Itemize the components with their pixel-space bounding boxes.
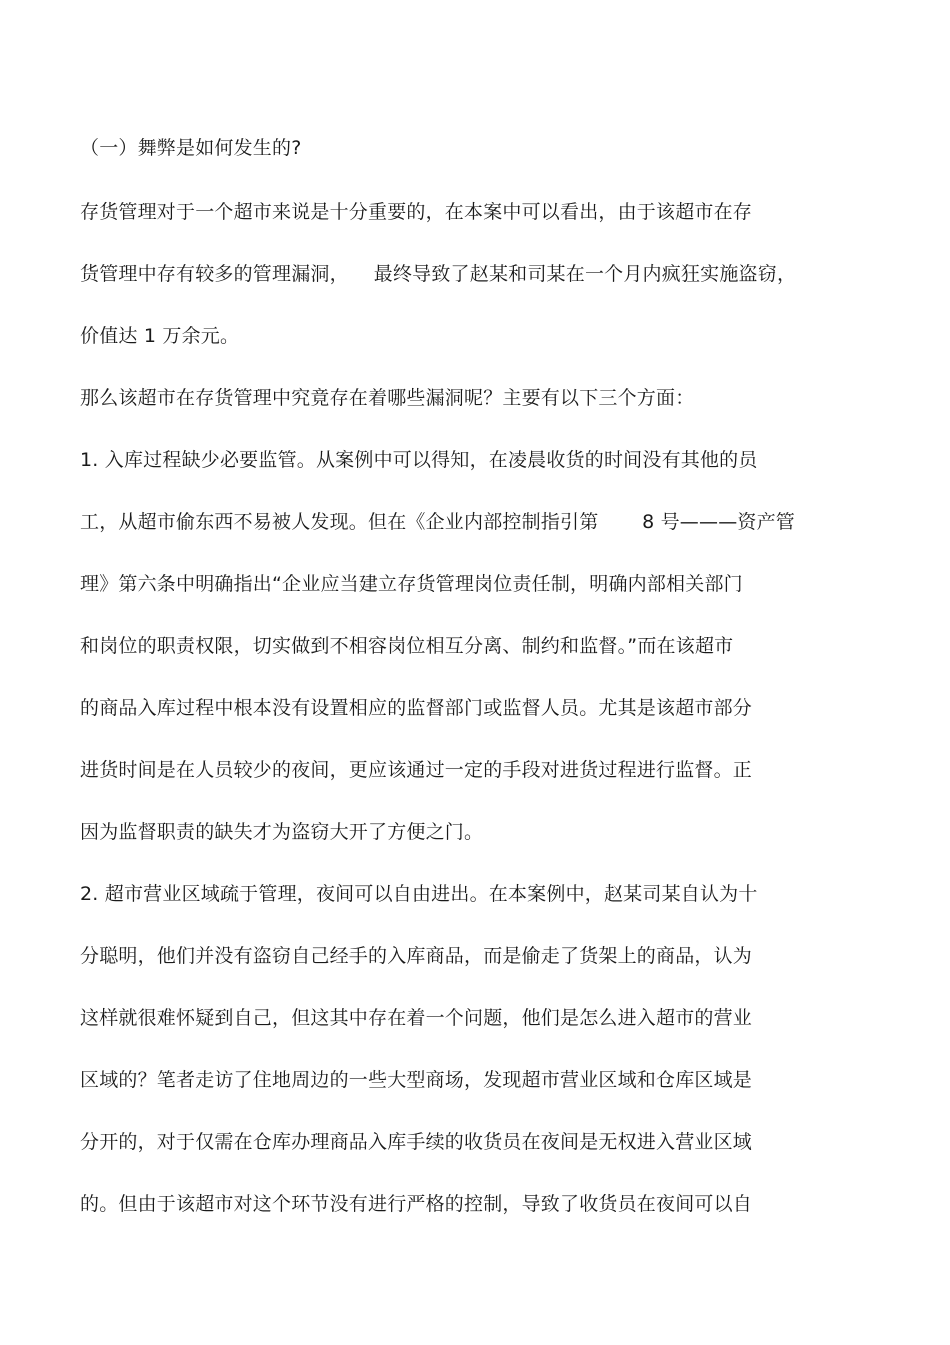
text-line-9: 的商品入库过程中根本没有设置相应的监督部门或监督人员。尤其是该超市部分 <box>80 697 753 719</box>
text-line-17: 的。但由于该超市对这个环节没有进行严格的控制，导致了收货员在夜间可以自 <box>80 1193 753 1215</box>
text-line-5: 1. 入库过程缺少必要监管。从案例中可以得知，在凌晨收货的时间没有其他的员 <box>80 449 758 471</box>
section-heading: （一）舞弊是如何发生的? <box>80 137 302 159</box>
text-line-11: 因为监督职责的缺失才为盗窃大开了方便之门。 <box>80 821 484 843</box>
text-line-10: 进货时间是在人员较少的夜间，更应该通过一定的手段对进货过程进行监督。正 <box>80 759 753 781</box>
text-line-7: 理》第六条中明确指出“企业应当建立存货管理岗位责任制，明确内部相关部门 <box>80 573 743 595</box>
text-line-3: 价值达 1 万余元。 <box>80 325 240 347</box>
text-line-15: 区域的？笔者走访了住地周边的一些大型商场，发现超市营业区域和仓库区域是 <box>80 1069 753 1091</box>
text-line-1: 存货管理对于一个超市来说是十分重要的，在本案中可以看出，由于该超市在存 <box>80 201 753 223</box>
text-line-16: 分开的，对于仅需在仓库办理商品入库手续的收货员在夜间是无权进入营业区域 <box>80 1131 753 1153</box>
text-line-14: 这样就很难怀疑到自己，但这其中存在着一个问题，他们是怎么进入超市的营业 <box>80 1007 753 1029</box>
text-line-12: 2. 超市营业区域疏于管理，夜间可以自由进出。在本案例中，赵某司某自认为十 <box>80 883 758 905</box>
text-line-8: 和岗位的职责权限，切实做到不相容岗位相互分离、制约和监督。”而在该超市 <box>80 635 734 657</box>
text-line-13: 分聪明，他们并没有盗窃自己经手的入库商品，而是偷走了货架上的商品，认为 <box>80 945 753 967</box>
text-line-2: 货管理中存有较多的管理漏洞， 最终导致了赵某和司某在一个月内疯狂实施盗窃， <box>80 263 797 285</box>
text-line-6: 工，从超市偷东西不易被人发现。但在《企业内部控制指引第 8 号———资产管 <box>80 511 796 533</box>
text-line-4: 那么该超市在存货管理中究竟存在着哪些漏洞呢？主要有以下三个方面： <box>80 387 695 409</box>
